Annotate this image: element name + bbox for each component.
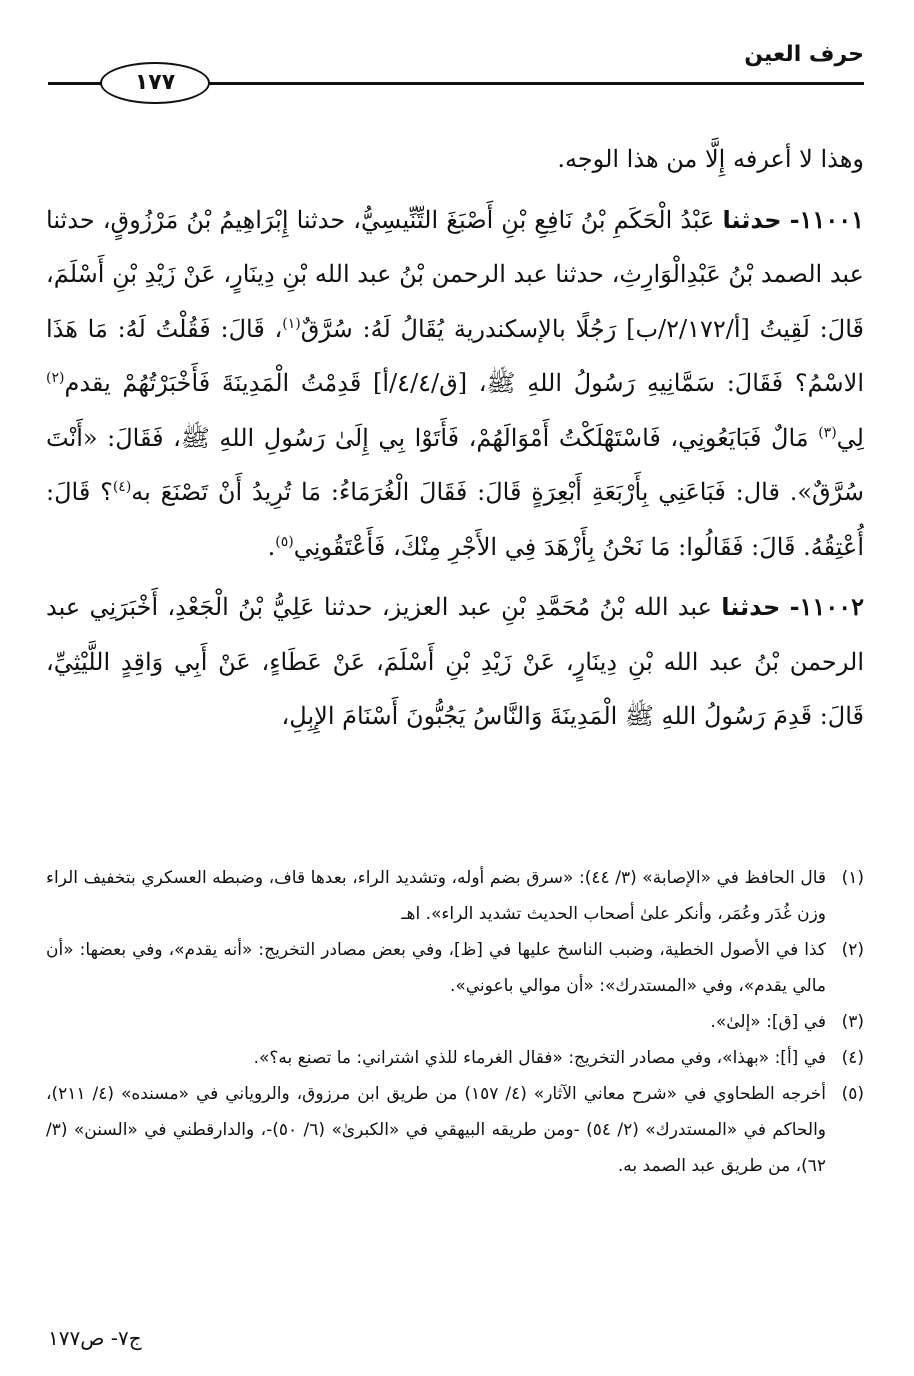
hadith-text: ؟ قَالَ: أُعْتِقُهُ. قَالَ: فَقَالُوا: مَا نَحْنُ بِأَزْهَدَ فِي الأَجْرِ مِنْكَ، فَأَعْتَقُونِي	[46, 478, 864, 561]
footnote-2	[46, 932, 864, 1004]
footnote-text: كذا في الأصول الخطية، وضبب الناسخ عليها في [ظ]، وفي بعض مصادر التخريج: «أنه يقدم»، وفي بعضها: «أن مالي يقدم»، وفي «المستدرك»: «أن موالي باعوني».	[46, 940, 826, 996]
footnote-ref-2[interactable]: (٢)	[46, 370, 65, 386]
haddathana-label: حدثنا	[721, 593, 781, 621]
footnote-text: في [أ]: «بهذا»، وفي مصادر التخريج: «فقال الغرماء للذي اشتراني: ما تصنع به؟».	[253, 1048, 826, 1068]
footnote-ref-1[interactable]: (١)	[282, 315, 301, 332]
footnote-text: في [ق]: «إلىٰ».	[710, 1012, 826, 1032]
footnote-ref-3[interactable]: (٣)	[818, 424, 837, 441]
footnote-1	[46, 860, 864, 932]
hadith-text: لِي	[836, 423, 864, 452]
footnote-ref-4[interactable]: (٤)	[112, 479, 132, 495]
hadith-text: مَالٌ فَبَايَعُونِي، فَاسْتَهْلَكْتُ أَمْوَالَهُمْ، فَأَتَوْا بِي إِلَىٰ رَسُولِ اللهِ ﷺ، فَقَالَ: «أَنْتَ سُرَّقٌ». قال: فَبَاعَنِي بِأَرْبَعَةِ أَبْعِرَةٍ قَالَ: فَقَالَ الْغُرَمَاءُ: مَا تُرِيدُ أَنْ تَصْنَعَ به	[46, 423, 864, 506]
footnote-text: قال الحافظ في «الإصابة» (٣/ ٤٤): «سرق بضم أوله، وتشديد الراء، بعدها قاف، وضبطه العسكري بتخفيف الراء وزن غُدَر وعُمَر، وأنكر علىٰ أصحاب الحديث تشديد الراء». اهـ	[46, 868, 826, 924]
footnote-marker: (٢)	[841, 940, 864, 960]
footnote-text: أخرجه الطحاوي في «شرح معاني الآثار» (٤/ ١٥٧) من طريق ابن مرزوق، والروياني في «مسنده» (٤/ ٢١١)، والحاكم في «المستدرك» (٢/ ٥٤) -ومن طريقه البيهقي في «الكبرىٰ» (٦/ ٥٠)-، والدارقطني في «السنن» (٣/ ٦٢)، من طريق عبد الصمد به.	[46, 1084, 827, 1176]
hadith-number: ١١٠٠٢-	[789, 592, 864, 621]
hadith-11002	[46, 580, 864, 744]
intro-line: وهذا لا أعرفه إِلَّا من هذا الوجه.	[557, 145, 864, 173]
footnote-marker: (٥)	[841, 1084, 864, 1104]
footnote-3	[46, 1004, 864, 1040]
haddathana-label: حدثنا	[722, 205, 782, 234]
main-text	[46, 132, 864, 744]
hadith-text: .	[267, 532, 276, 561]
footnotes	[46, 860, 864, 1184]
hadith-text: عَبْدُ الْحَكَمِ بْنُ نَافِعِ بْنِ أَصْبَغَ التِّنِّيسِيُّ، حدثنا إِبْرَاهِيمُ بْنُ مَرْزُوقٍ، حدثنا عبد الصمد بْنُ عَبْدِالْوَارِثِ، حدثنا عبد الرحمن بْنُ عبد الله بْنِ دِينَارٍ، عَنْ زَيْدِ بْنِ أَسْلَمَ، قَالَ: لَقِيتُ [أ/٢/١٧٢/ب] رَجُلًا بالإسكندرية يُقَالُ لَهُ: سُرَّقٌ	[46, 205, 864, 343]
hadith-text: ، قَالَ: فَقُلْتُ لَهُ: مَا هَذَا الاسْمُ؟ فَقَالَ: سَمَّانِيهِ رَسُولُ اللهِ ﷺ، [ق/٤/٤/أ] قَدِمْتُ الْمَدِينَةَ فَأَخْبَرْتُهُمْ يقدم	[46, 314, 865, 397]
footnote-ref-5[interactable]: (٥)	[275, 533, 294, 550]
volume-page-reference: ج٧- ص١٧٧	[48, 1326, 142, 1350]
footnote-4	[46, 1040, 864, 1076]
footnote-5	[46, 1076, 864, 1184]
page-number-badge: ١٧٧	[100, 62, 210, 104]
hadith-number: ١١٠٠١-	[789, 204, 864, 234]
footnote-marker: (١)	[841, 868, 864, 888]
hadith-11001	[46, 193, 864, 575]
chapter-title: حرف العين	[744, 42, 864, 67]
footnote-marker: (٤)	[841, 1048, 864, 1068]
footnote-marker: (٣)	[841, 1012, 864, 1032]
hadith-text: عبد الله بْنُ مُحَمَّدِ بْنِ عبد العزيز، حدثنا عَلِيُّ بْنُ الْجَعْدِ، أَخْبَرَنِي عبد الرحمن بْنُ عبد الله بْنِ دِينَارٍ، عَنْ زَيْدِ بْنِ أَسْلَمَ، عَنْ عَطَاءٍ، عَنْ أَبِي وَاقِدٍ اللَّيْثِيِّ، قَالَ: قَدِمَ رَسُولُ اللهِ ﷺ الْمَدِينَةَ وَالنَّاسُ يَجُبُّونَ أَسْنَامَ الإِبِلِ،	[46, 593, 864, 730]
